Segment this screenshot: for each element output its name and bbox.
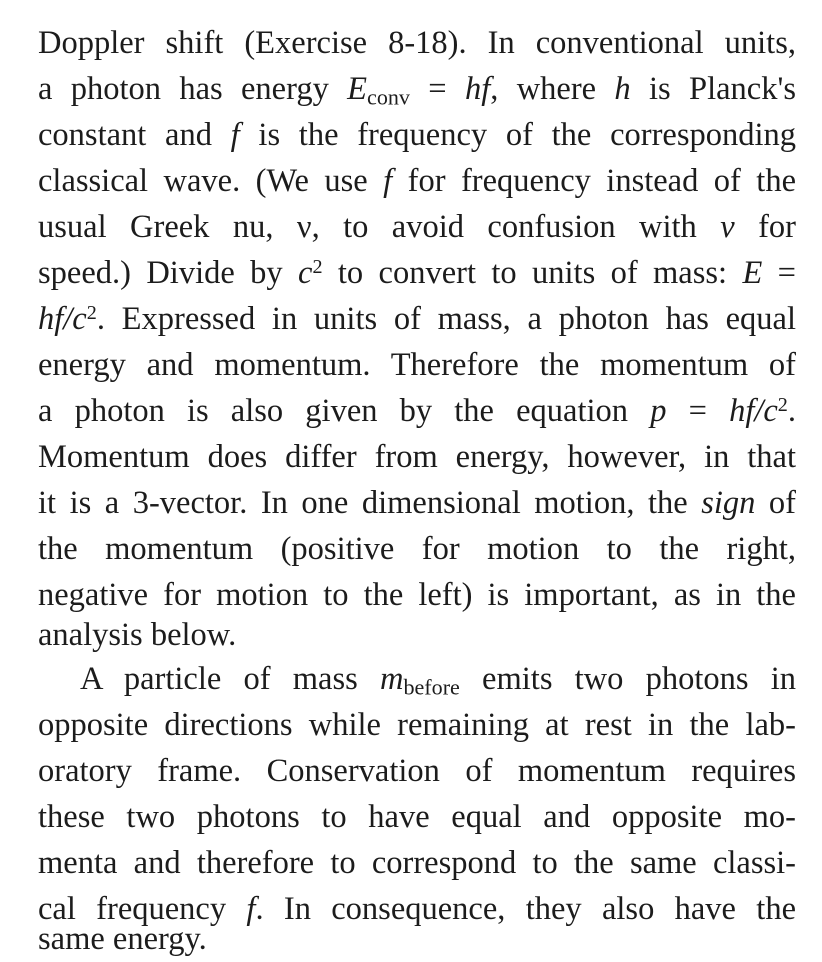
text-line-8: energy and momentum. Therefore the momentum of xyxy=(38,347,796,383)
text-line-21: same energy. xyxy=(38,921,207,957)
text-line-10: Momentum does differ from energy, however, in that xyxy=(38,439,796,475)
text-line-17: oratory frame. Conservation of momentum requires xyxy=(38,753,796,789)
text-line-7: $hf/c^2$. Expressed in units of mass, a photon has equal xyxy=(38,301,796,337)
text-line-2: a photon has energy $E_{conv}$ = hf, where h is Planck's xyxy=(38,71,796,110)
text-line-3: constant and f is the frequency of the corresponding xyxy=(38,117,796,153)
text-line-14: analysis below. xyxy=(38,617,237,653)
text-line-4: classical wave. (We use f for frequency instead of the xyxy=(38,163,796,199)
text-line-20: cal frequency f. In consequence, they also have the xyxy=(38,891,796,927)
text-line-12: the momentum (positive for motion to the right, xyxy=(38,531,796,567)
text-line-19: menta and therefore to correspond to the same classi- xyxy=(38,845,796,881)
text-line-13: negative for motion to the left) is important, as in the xyxy=(38,577,796,613)
text-line-1: Doppler shift (Exercise 8-18). In conventional units, xyxy=(38,25,796,61)
text-line-9: a photon is also given by the equation $p = hf/c^2$. xyxy=(38,393,796,429)
text-line-15: A particle of mass $m_{before}$ emits two photons in xyxy=(80,661,796,700)
text-line-11: it is a 3-vector. In one dimensional motion, the sign of xyxy=(38,485,796,521)
text-line-6: speed.) Divide by $c^2$ to convert to units of mass: E = xyxy=(38,255,796,291)
text-line-18: these two photons to have equal and opposite mo- xyxy=(38,799,796,835)
text-line-16: opposite directions while remaining at rest in the lab- xyxy=(38,707,796,743)
text-line-5: usual Greek nu, ν, to avoid confusion with v for xyxy=(38,209,796,245)
